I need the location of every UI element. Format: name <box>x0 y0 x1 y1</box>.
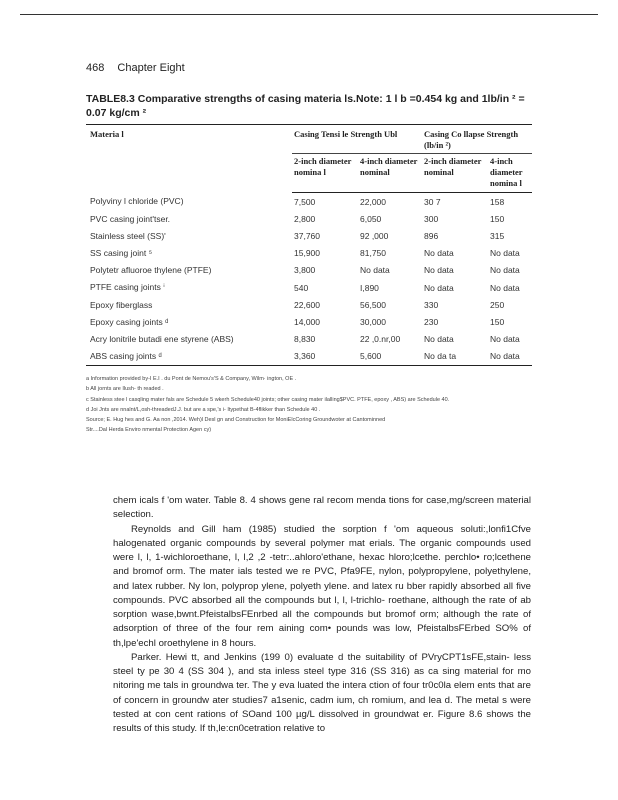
tensile-4in-cell: 56,500 <box>360 299 386 310</box>
material-header: Materia l <box>86 125 292 193</box>
table-row <box>86 245 532 262</box>
tensile-4in-cell: 81,750 <box>360 248 386 259</box>
footnote-a: a Information provided by-I E.I . du Pont de Nemou's'S & Company, Wilm· ington, OE . <box>86 376 297 382</box>
paragraph: Parker. Hewi tt, and Jenkins (199 0) evaluate d the suitability of PVryCPT1sFE,stain- less steel ty pe 30 4 (SS 304 ), and sta inless steel type 316 (SS 316) as ca sing material for mo nitoring me tals in groundwa ter. The y eva luated the intera ction of four tr0c0la elem ents that are of concern in groundw ater studies7 a1senic, cadm ium, ch romium, and lea d. The metal s were tested at con cent rations of SOand 100 µg/L dissolved in groundwat er. Figure 8.6 shows the results of this study. If th,le:cn0cetration relative to <box>113 651 531 734</box>
material-cell: Stainless steel (SS)' <box>90 230 166 241</box>
paragraph: Reynolds and Gill ham (1985) studied the sorption f 'om aqueous soluti:,lonfi1Cfve halogenated organic compounds by several polymer mat erials. The organic compounds used were l, l, 1-wichloroethane, l, l,2 ,2 -tetr:..ahloro'ethane, hexac hloro;lcethe. perchlo• ro;lcethene and bromof orm. The mater ials tested we re PVC, Pfa9FE, nylon, polypropylene, polyethylene, and latex rubber. Ny lon, polyprop ylene, polyeth ylene. and latex ru bber rapidly absorbed all five compounds. PVC absorbed all the compounds but l, l, l-trichlo- roethane, although the rate of ab sorption wase,bwnt.PfeistalbsFEnrbed all the compounds but bromof orm; although the rate of adsorption of three of the four rem aining com• pounds was low, PfeistalbsFErbed SO% of th,lpe'echl oroethylene in 8 hours. <box>113 523 531 649</box>
material-cell: SS casing joint ⁵ <box>90 248 153 259</box>
collapse-2in-cell: 30 7 <box>424 196 441 207</box>
footnote-b: b All jornts are Ilush- th readed . <box>86 386 164 393</box>
footnote-c: c Stainless stee l casqling mater fals are Schedule 5 wkerh Schedule40 joints; other casing mater ilalling$PVC. PTFE, epoxy , ABS) are Schedule 40. <box>86 396 450 403</box>
tensile-4in-cell: 22,000 <box>360 196 386 207</box>
subheader-tensile-4in: 4-inch diameter nominal <box>358 154 422 193</box>
collapse-4in-cell: No data <box>490 265 520 276</box>
tensile-4in-cell: 30,000 <box>360 316 386 327</box>
tensile-4in-cell: No data <box>360 265 390 276</box>
tensile-2in-cell: 3,360 <box>292 348 358 366</box>
material-cell: Polyviny l chloride (PVC) <box>90 196 184 207</box>
collapse-2in-cell: 330 <box>424 299 439 310</box>
subheader-collapse-4in: 4-inch diameter nomina l <box>488 154 532 193</box>
collapse-2in-cell: No data <box>424 265 454 276</box>
material-cell: Epoxy fiberglass <box>90 299 153 310</box>
material-cell: ABS casing joints ᵈ <box>86 348 292 366</box>
table-footnotes <box>86 374 534 436</box>
table-row <box>86 279 532 296</box>
collapse-2in-cell: No data <box>424 334 454 345</box>
tensile-2in-cell: 14,000 <box>294 316 320 327</box>
table-row <box>86 262 532 279</box>
collapse-2in-cell: 230 <box>424 316 439 327</box>
table-caption: TABLE8.3 Comparative strengths of casing materia ls.Note: 1 l b =0.454 kg and 1lb/in ² = 0.07 kg/cm ² <box>86 93 525 119</box>
collapse-2in-cell: 300 <box>424 213 439 224</box>
paragraph: chem icals f 'om water. Table 8. 4 shows gene ral recom menda tions for case,mg/screen material selection. <box>113 495 531 521</box>
material-cell: PVC casing joint'tser. <box>90 213 171 224</box>
running-head <box>86 62 185 74</box>
table-source-cont: Str....Dal Herda Enviro nmental Protection Agen cy) <box>86 427 212 434</box>
tensile-4in-cell: I,890 <box>360 282 379 293</box>
tensile-2in-cell: 2,800 <box>294 213 316 224</box>
page-number: 468 <box>86 62 105 74</box>
tensile-2in-cell: 540 <box>294 282 309 293</box>
collapse-4in-cell: No data <box>490 248 520 259</box>
collapse-4in-cell: 150 <box>490 316 505 327</box>
body-text <box>113 494 531 736</box>
collapse-4in-cell: 158 <box>490 196 505 207</box>
collapse-2in-cell: 896 <box>424 230 439 241</box>
collapse-2in-cell: No data <box>424 282 454 293</box>
collapse-4in-cell: No data <box>488 348 532 366</box>
tensile-2in-cell: 22,600 <box>294 299 320 310</box>
subheader-tensile-2in: 2-inch diameter nomina l <box>292 154 358 193</box>
tensile-4in-cell: 5,600 <box>358 348 422 366</box>
collapse-strength-header: Casing Co llapse Strength (lb/in ²) <box>422 125 532 154</box>
tensile-2in-cell: 8,830 <box>294 334 316 345</box>
collapse-4in-cell: 250 <box>490 299 505 310</box>
collapse-2in-cell: No da ta <box>422 348 488 366</box>
collapse-4in-cell: 150 <box>490 213 505 224</box>
tensile-4in-cell: 22 ,0.nr,00 <box>360 334 401 345</box>
collapse-4in-cell: No data <box>490 282 520 293</box>
table-row <box>86 193 532 211</box>
material-cell: Epoxy casing joints ᵈ <box>90 316 169 327</box>
top-rule <box>20 14 598 15</box>
tensile-2in-cell: 7,500 <box>294 196 316 207</box>
table-source: Source; E. Hug hes and G. Aa non ,2014. Weh)l Desl gn and Construction for MoniElcCoring Groundwoter at Cantominned <box>86 417 386 424</box>
tensile-strength-header: Casing Tensi le Strength Ubl <box>292 125 422 154</box>
table-row <box>86 210 532 227</box>
table-row <box>86 296 532 313</box>
table-row <box>86 227 532 244</box>
table-row <box>86 313 532 330</box>
footnote-d: d Joi Jnts are nnalnt/L,osh-threadedJ.J. but are a spe,'s i- Itypethat B-4flikker than Schedule 40 . <box>86 406 321 413</box>
collapse-4in-cell: 315 <box>490 230 505 241</box>
tensile-4in-cell: 92 ,000 <box>360 230 389 241</box>
tensile-2in-cell: 3,800 <box>294 265 316 276</box>
collapse-4in-cell: No data <box>490 334 520 345</box>
table-row <box>86 331 532 348</box>
tensile-2in-cell: 37,760 <box>294 230 320 241</box>
material-cell: PTFE casing joints ⁱ <box>90 282 165 293</box>
collapse-2in-cell: No data <box>424 248 454 259</box>
material-cell: Polytetr afluoroe thylene (PTFE) <box>90 265 212 276</box>
tensile-4in-cell: 6,050 <box>360 213 382 224</box>
material-cell: Acry lonitrile butadi ene styrene (ABS) <box>90 334 234 345</box>
subheader-collapse-2in: 2-inch diameter nominal <box>422 154 488 193</box>
tensile-2in-cell: 15,900 <box>294 248 320 259</box>
table-row <box>86 348 532 366</box>
chapter-title: Chapter Eight <box>117 62 185 74</box>
strength-table <box>86 124 532 366</box>
